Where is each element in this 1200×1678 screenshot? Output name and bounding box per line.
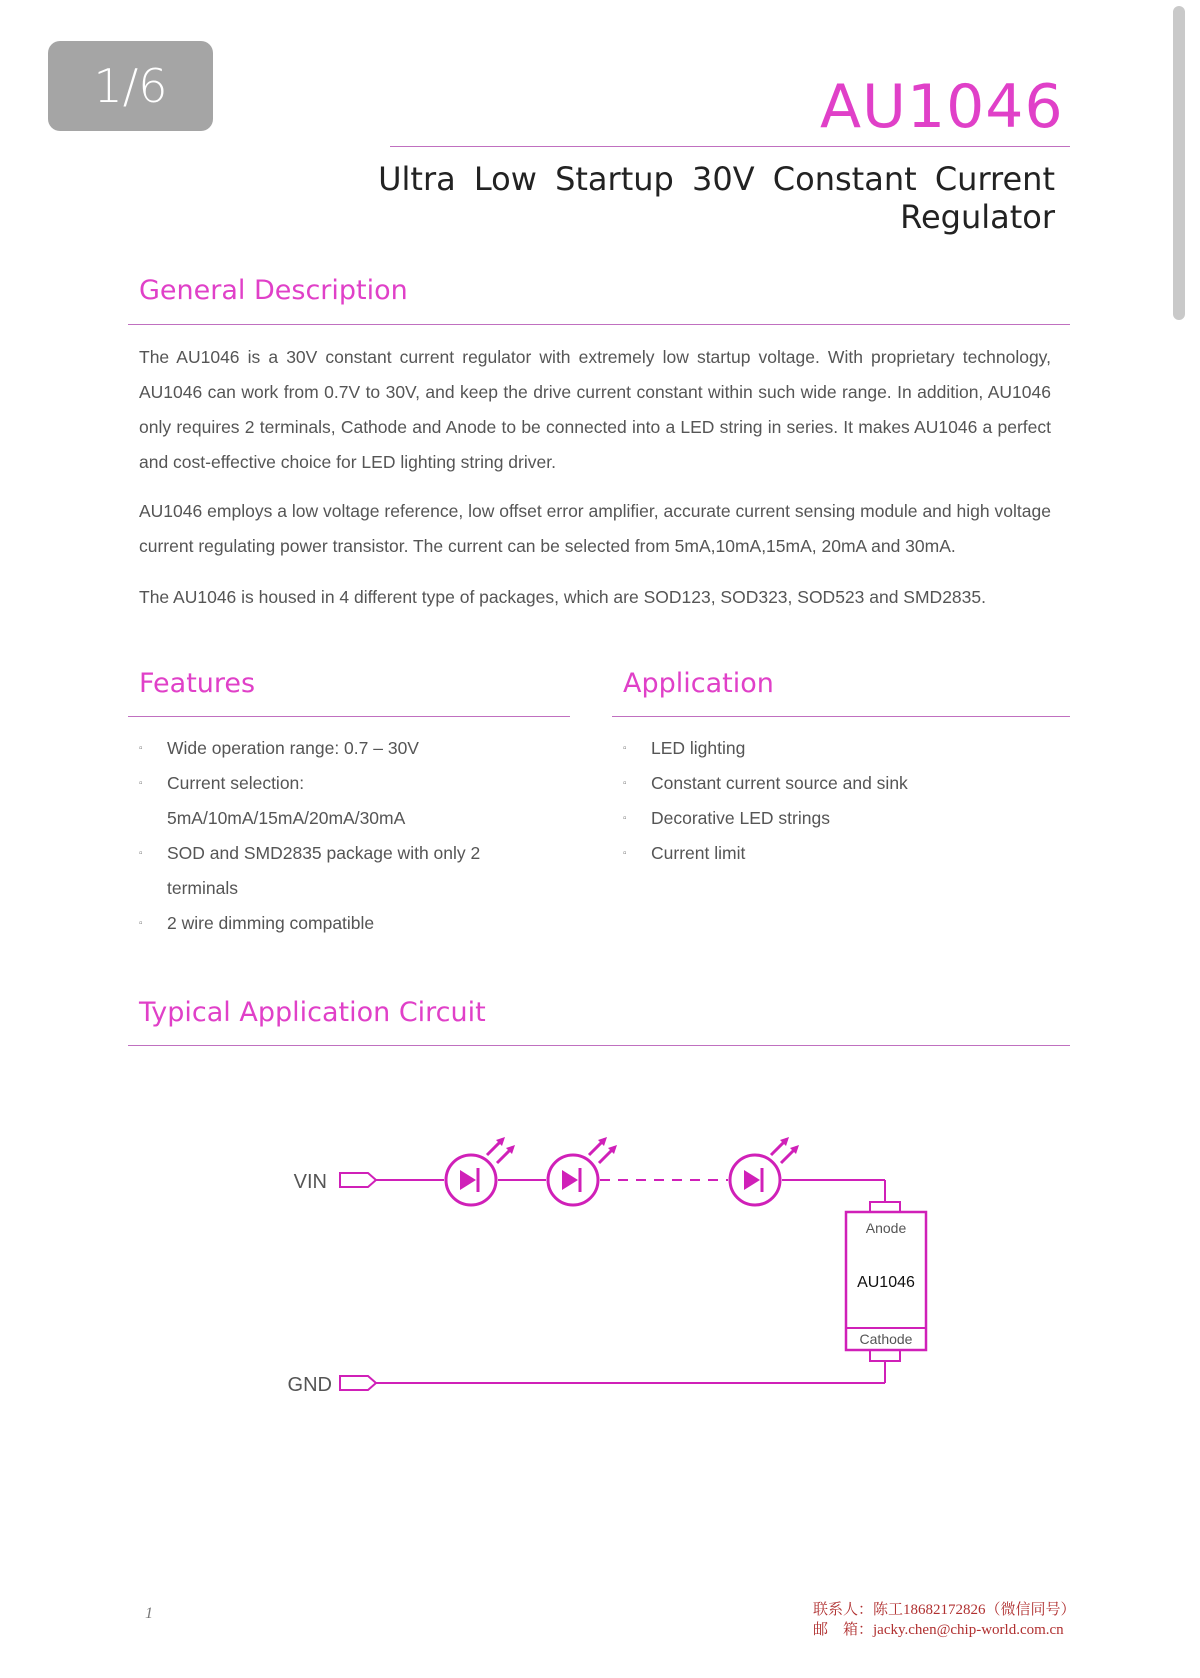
bullet-icon: ▫: [623, 778, 627, 789]
page-number: 1: [145, 1605, 153, 1622]
bullet-icon: ▫: [139, 848, 143, 859]
general-description-heading: General Description: [139, 275, 408, 306]
list-item: ▫ SOD and SMD2835 package with only 2 terminals: [139, 836, 509, 906]
gnd-terminal-icon: [340, 1376, 376, 1390]
anode-pin: [870, 1202, 900, 1212]
part-number-title: AU1046: [820, 72, 1064, 142]
led-icon: [446, 1137, 515, 1205]
description-paragraph-3: The AU1046 is housed in 4 different type of packages, which are SOD123, SOD323, SOD523 and SMD2835.: [139, 587, 986, 607]
vin-terminal-icon: [340, 1173, 376, 1187]
list-item: ▫ Current selection: 5mA/10mA/15mA/20mA/30mA: [139, 766, 509, 836]
list-item: ▫ 2 wire dimming compatible: [139, 906, 509, 941]
bullet-icon: ▫: [139, 743, 143, 754]
application-heading: Application: [623, 668, 774, 699]
list-item: ▫ Current limit: [623, 836, 1043, 871]
page-indicator-badge: 1/6: [48, 41, 213, 131]
description-paragraph-1: The AU1046 is a 30V constant current regulator with extremely low startup voltage. With proprietary technology, AU1046 can work from 0.7V to 30V, and keep the drive current constant within such wide range. In addition, AU1046 only requires 2 terminals, Cathode and Anode to be connected into a LED string in series. It makes AU1046 a perfect and cost-effective choice for LED lighting string driver.: [139, 347, 1051, 472]
anode-label: Anode: [865, 1220, 907, 1236]
bullet-icon: ▫: [623, 813, 627, 824]
bullet-icon: ▫: [139, 778, 143, 789]
bullet-icon: ▫: [623, 743, 627, 754]
cathode-pin: [870, 1350, 900, 1361]
contact-line: 联系人：陈工18682172826（微信同号）: [813, 1602, 1076, 1618]
document-subtitle: Ultra Low Startup 30V Constant Current Regulator: [378, 160, 1055, 236]
contact-info: [813, 1600, 1083, 1640]
list-item: ▫ Decorative LED strings: [623, 801, 1043, 836]
features-heading: Features: [139, 668, 256, 699]
bullet-icon: ▫: [623, 848, 627, 859]
list-item: ▫ LED lighting: [623, 731, 1043, 766]
vin-label: VIN: [293, 1171, 327, 1193]
led-icon: [730, 1137, 799, 1205]
cathode-label: Cathode: [859, 1331, 913, 1347]
circuit-heading: Typical Application Circuit: [139, 997, 486, 1028]
chip-label: AU1046: [857, 1274, 915, 1291]
gnd-label: GND: [287, 1374, 332, 1396]
bullet-icon: ▫: [139, 918, 143, 929]
description-paragraph-2: AU1046 employs a low voltage reference, low offset error amplifier, accurate current sensing module and high voltage current regulating power transistor. The current can be selected from 5mA,10mA,15mA, 20mA and 30mA.: [139, 501, 1051, 556]
led-icon: [548, 1137, 617, 1205]
list-item: ▫ Constant current source and sink: [623, 766, 1043, 801]
list-item: ▫ Wide operation range: 0.7 – 30V: [139, 731, 509, 766]
email-line: 邮 箱：jacky.chen@chip-world.com.cn: [813, 1622, 1064, 1638]
